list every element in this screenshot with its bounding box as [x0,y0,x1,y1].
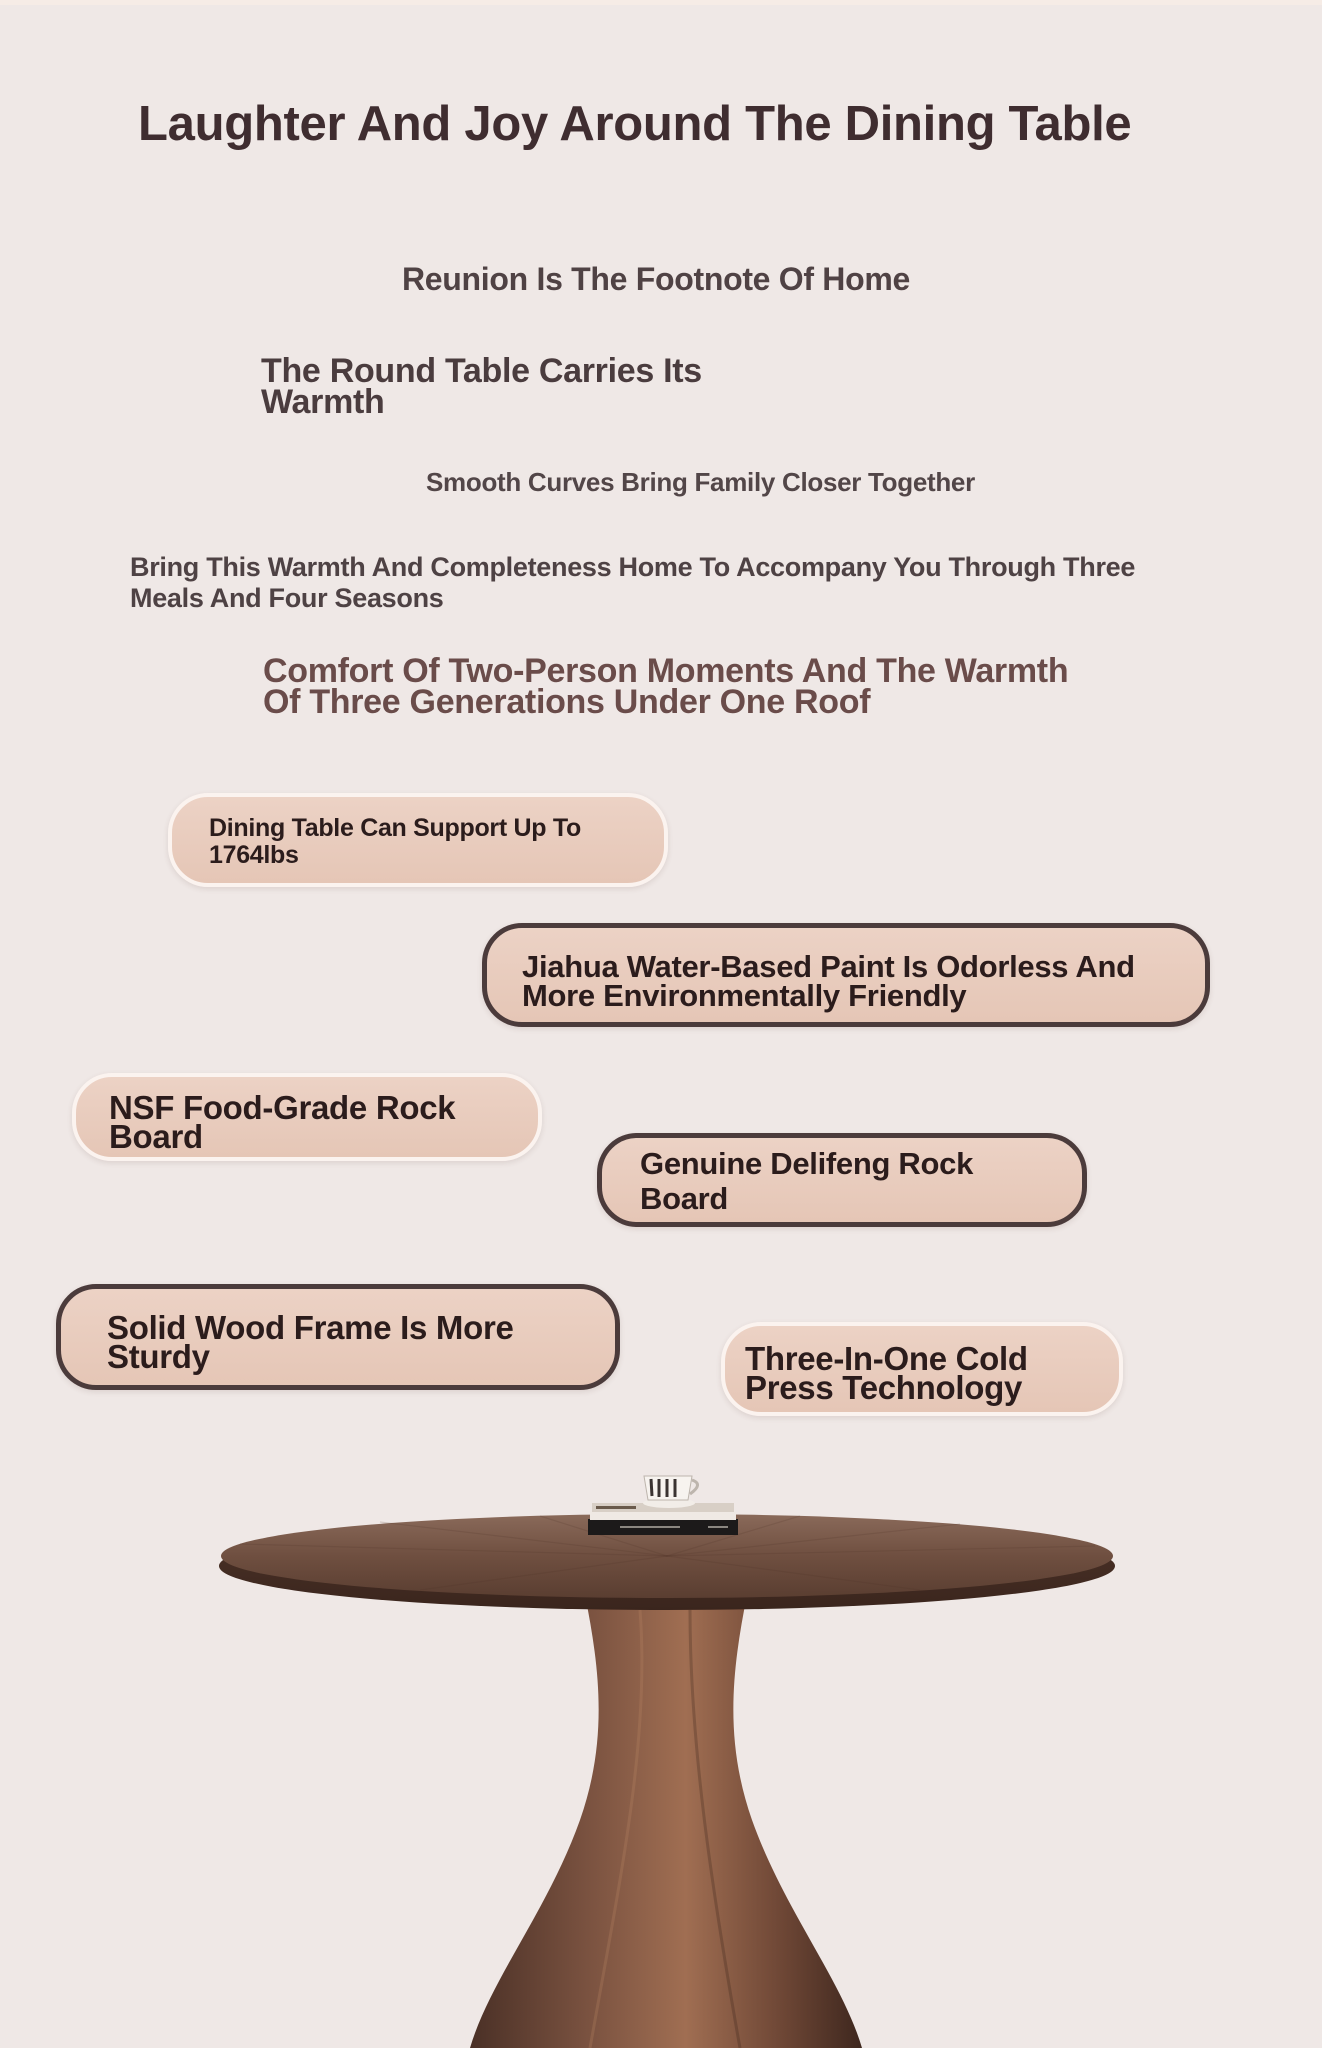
tagline-comfort: Comfort Of Two-Person Moments And The Warmth Of Three Generations Under One Roof [263,652,1069,721]
feature-delifeng-label: Genuine Delifeng Rock Board [640,1146,974,1216]
feature-paint-label: Jiahua Water-Based Paint Is Odorless And More Environmentally Friendly [522,949,1135,1013]
feature-frame-label: Solid Wood Frame Is More Sturdy [107,1309,514,1375]
dining-table-image [0,1440,1322,2048]
feature-cold-press-label: Three-In-One Cold Press Technology [745,1340,1028,1406]
feature-nsf-badge [72,1073,542,1161]
tagline-bring-home: Bring This Warmth And Completeness Home To Accompany You Through Three Meals And Four Seasons [130,552,1136,613]
coffee-cup-image [643,1476,698,1508]
top-strip [0,0,1322,5]
feature-frame-badge [56,1284,620,1390]
feature-paint-badge [482,923,1210,1027]
feature-nsf-label: NSF Food-Grade Rock Board [109,1089,456,1155]
tagline-curves: Smooth Curves Bring Family Closer Together [426,467,975,497]
tagline-round-table: The Round Table Carries Its Warmth [261,352,702,421]
feature-support-label: Dining Table Can Support Up To 1764lbs [209,814,581,869]
feature-support-badge [168,793,668,887]
page-title: Laughter And Joy Around The Dining Table [138,97,1132,151]
table-pedestal [470,1595,862,2048]
feature-delifeng-badge [597,1133,1087,1227]
tagline-reunion: Reunion Is The Footnote Of Home [402,261,911,297]
feature-cold-press-badge [721,1322,1123,1416]
